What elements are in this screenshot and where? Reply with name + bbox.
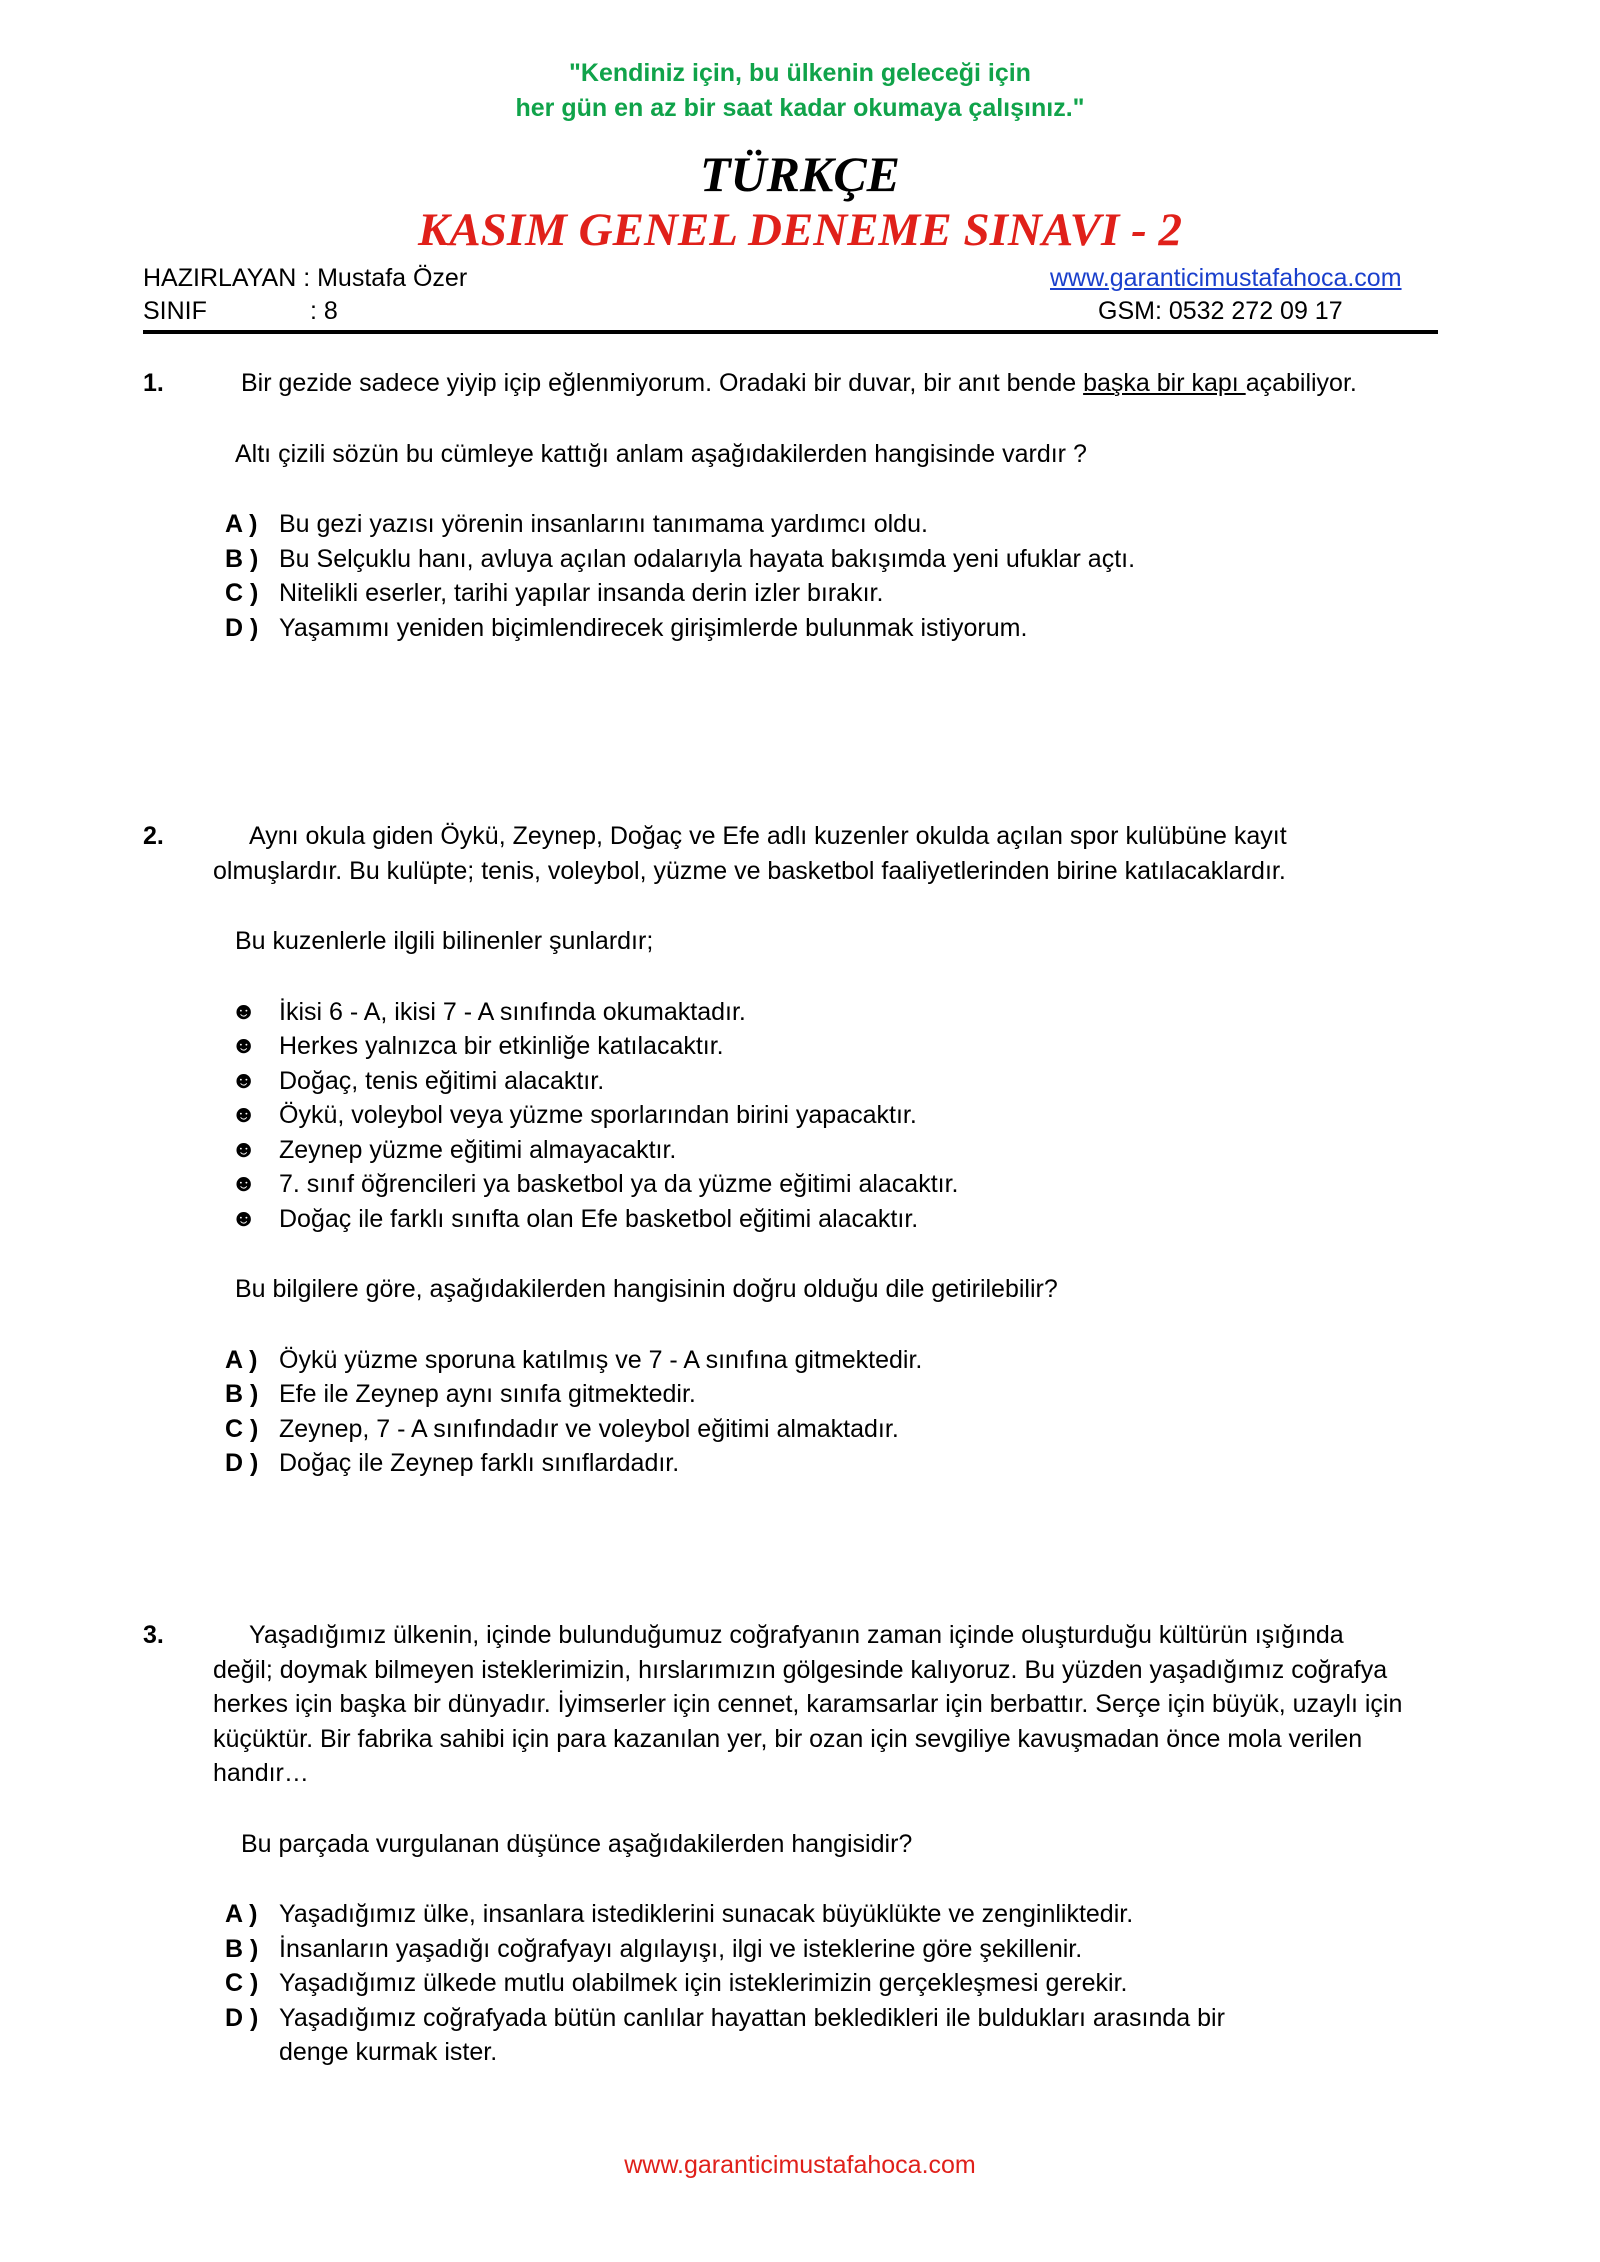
smiley-bullet-icon: ☻	[231, 1066, 257, 1094]
question-number: 1.	[143, 369, 164, 397]
footer-website[interactable]: www.garanticimustafahoca.com	[624, 2151, 976, 2179]
subject-title: TÜRKÇE	[699, 146, 901, 202]
question-stem: Altı çizili sözün bu cümleye kattığı anlam aşağıdakilerden hangisinde vardır ?	[235, 439, 1087, 468]
fact-item: ☻ 7. sınıf öğrencileri ya basketbol ya da yüzme eğitimi alacaktır.	[143, 1167, 1403, 1202]
smiley-bullet-icon: ☻	[231, 1170, 257, 1197]
fact-item: ☻ Zeynep yüzme eğitimi almayacaktır.	[143, 1133, 1403, 1168]
author-label: HAZIRLAYAN : Mustafa Özer	[143, 264, 468, 292]
smiley-bullet-icon: ☻	[231, 1101, 257, 1128]
question-stem: Bu bilgilere göre, aşağıdakilerden hangisinin doğru olduğu dile getirilebilir?	[235, 1275, 1058, 1303]
facts-list	[143, 995, 1403, 1237]
question-number: 3.	[143, 1621, 164, 1649]
fact-item: ☻ Doğaç ile farklı sınıfta olan Efe basketbol eğitimi alacaktır.	[143, 1202, 1403, 1237]
smiley-bullet-icon: ☻	[231, 1032, 257, 1059]
option-d[interactable]: D ) Doğaç ile Zeynep farklı sınıflardadır.	[225, 1449, 680, 1477]
option-d[interactable]: D ) Yaşadığımız coğrafyada bütün canlılar hayattan bekledikleri ile buldukları arasında bir denge kurmak ister.	[225, 2003, 1225, 2066]
motto-line-2: her gün en az bir saat kadar okumaya çalışınız."	[515, 94, 1085, 122]
question-number: 2.	[143, 822, 164, 850]
fact-item: ☻ Öykü, voleybol veya yüzme sporlarından birini yapacaktır.	[143, 1098, 1403, 1133]
exam-title: KASIM GENEL DENEME SINAVI - 2	[418, 204, 1182, 256]
option-c[interactable]: C ) Yaşadığımız ülkede mutlu olabilmek için isteklerimizin gerçekleşmesi gerekir.	[225, 1969, 1128, 1997]
option-c[interactable]: C ) Nitelikli eserler, tarihi yapılar insanda derin izler bırakır.	[225, 579, 884, 607]
option-b[interactable]: B ) Bu Selçuklu hanı, avluya açılan odalarıyla hayata bakışımda yeni ufuklar açtı.	[225, 544, 1136, 573]
question-text: Bir gezide sadece yiyip içip eğlenmiyorum. Oradaki bir duvar, bir anıt bende başka bir kapı açabiliyor.	[241, 369, 1357, 397]
header-divider	[143, 330, 1438, 334]
phone-number: GSM: 0532 272 09 17	[1098, 297, 1343, 325]
facts-intro: Bu kuzenlerle ilgili bilinenler şunlardır;	[235, 927, 654, 955]
grade-value: : 8	[310, 297, 338, 325]
option-b[interactable]: B ) İnsanların yaşadığı coğrafyayı algılayışı, ilgi ve isteklerine göre şekillenir.	[225, 1934, 1083, 1963]
option-c[interactable]: C ) Zeynep, 7 - A sınıfındadır ve voleybol eğitimi almaktadır.	[225, 1414, 899, 1443]
motto-line-1: "Kendiniz için, bu ülkenin geleceği için	[569, 59, 1031, 87]
smiley-bullet-icon: ☻	[231, 1204, 257, 1232]
fact-item: ☻ İkisi 6 - A, ikisi 7 - A sınıfında okumaktadır.	[143, 995, 1403, 1030]
question-stem: Bu parçada vurgulanan düşünce aşağıdakilerden hangisidir?	[241, 1829, 913, 1858]
fact-item: ☻ Doğaç, tenis eğitimi alacaktır.	[143, 1064, 1403, 1099]
fact-item: ☻ Herkes yalnızca bir etkinliğe katılacaktır.	[143, 1029, 1403, 1064]
website-link[interactable]: www.garanticimustafahoca.com	[1050, 264, 1402, 292]
options-list	[143, 1897, 1403, 2070]
underlined-phrase: başka bir kapı	[1083, 369, 1246, 397]
grade-label: SINIF	[143, 297, 207, 325]
option-d[interactable]: D ) Yaşamımı yeniden biçimlendirecek girişimlerde bulunmak istiyorum.	[225, 613, 1028, 642]
question-2	[143, 819, 1403, 1481]
question-1	[143, 366, 1403, 645]
option-a[interactable]: A ) Bu gezi yazısı yörenin insanlarını tanımama yardımcı oldu.	[225, 510, 928, 538]
option-b[interactable]: B ) Efe ile Zeynep aynı sınıfa gitmektedir.	[225, 1380, 696, 1408]
options-list	[143, 1343, 1403, 1481]
question-text: Aynı okula giden Öykü, Zeynep, Doğaç ve Efe adlı kuzenler okulda açılan spor kulübüne kayıt olmuşlardır. Bu kulüpte; tenis, voleybol, yüzme ve basketbol faaliyetlerinden birine katılacaklardır.	[213, 822, 1287, 885]
question-text: Yaşadığımız ülkenin, içinde bulunduğumuz coğrafyanın zaman içinde oluşturduğu kültürün ışığında değil; doymak bilmeyen isteklerimizin, hırslarımızın gölgesinde kalıyoruz. Bu yüzden yaşadığımız coğrafya herkes için başka bir dünyadır. İyimserler için cennet, karamsarlar için berbattır. Serçe için büyük, uzaylı için küçüktür. Bir fabrika sahibi için para kazanılan yer, bir ozan için sevgiliye kavuşmadan önce mola verilen handır…	[213, 1621, 1403, 1787]
smiley-bullet-icon: ☻	[231, 1135, 257, 1163]
option-a[interactable]: A ) Öykü yüzme sporuna katılmış ve 7 - A sınıfına gitmektedir.	[225, 1345, 923, 1374]
options-list	[143, 507, 1403, 645]
option-a[interactable]: A ) Yaşadığımız ülke, insanlara istediklerini sunacak büyüklükte ve zenginliktedir.	[225, 1900, 1134, 1928]
question-3	[143, 1618, 1403, 2070]
smiley-bullet-icon: ☻	[231, 997, 257, 1025]
